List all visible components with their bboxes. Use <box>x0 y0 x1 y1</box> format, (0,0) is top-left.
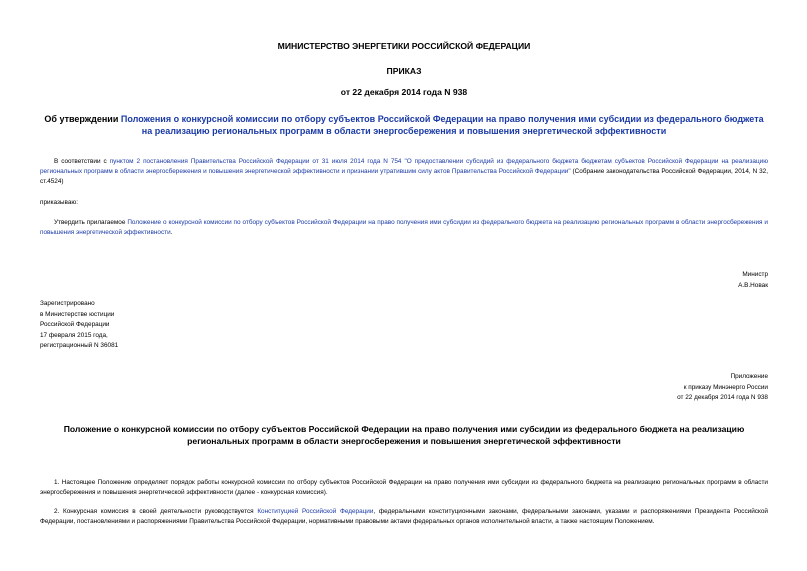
registration-line: 17 февраля 2015 года, <box>40 331 108 339</box>
title-prefix: Об утверждении <box>44 114 121 124</box>
ministry-heading: МИНИСТЕРСТВО ЭНЕРГЕТИКИ РОССИЙСКОЙ ФЕДЕРАЦИИ <box>277 41 531 51</box>
signature-block <box>738 270 768 291</box>
registration-block <box>40 299 118 352</box>
approve-suffix: . <box>170 229 173 236</box>
appendix-block <box>677 372 768 404</box>
constitution-link[interactable]: Конституцией Российской Федерации <box>257 508 374 515</box>
registration-line: Зарегистрировано <box>40 300 95 307</box>
clause-1-text: 1. Настоящее Положение определяет порядок работы конкурсной комиссии по отбору субъектов Российской Федерации на право получения ими субсидии из федерального бюджета на реализацию региональных программ в области энергосбережения и повышения энергетической эффективности (далее - конкурсная комиссия). <box>40 479 768 496</box>
registration-line: регистрационный N 36081 <box>40 342 119 349</box>
preamble-prefix: В соответствии с <box>54 158 110 165</box>
title-regulation-link[interactable]: Положения о конкурсной комиссии по отбору субъектов Российской Федерации на право получения ими субсидии из федерального бюджета на реализацию региональных программ в области энергосбережения и повышения энергетической эффективности <box>120 114 764 136</box>
order-heading: ПРИКАЗ <box>386 66 422 76</box>
clause-2-prefix: 2. Конкурсная комиссия в своей деятельности руководствуется <box>54 508 258 515</box>
signature-position: Министр <box>742 271 768 278</box>
order-title <box>40 113 768 137</box>
order-date: от 22 декабря 2014 года N 938 <box>340 87 468 97</box>
appendix-line: от 22 декабря 2014 года N 938 <box>677 394 768 401</box>
clause-2 <box>40 507 768 527</box>
appendix-line: Приложение <box>730 373 768 380</box>
appendix-line: к приказу Минэнерго России <box>683 383 768 391</box>
clause-2-suffix: , федеральными конституционными законами, федеральными законами, указами и распоряжениями Президента Российской Федерации, постановлениями и распоряжениями Правительства Российской Федерации, нормативными правовыми актами федеральных органов исполнительной власти, а также настоящим Положением. <box>40 508 768 525</box>
registration-line: в Министерстве юстиции <box>40 310 115 318</box>
regulation-title: Положение о конкурсной комиссии по отбору субъектов Российской Федерации на право получения ими субсидии из федерального бюджета на реализацию региональных программ в области энергосбережения и повышения энергетической эффективности <box>63 424 745 446</box>
preamble-suffix: (Собрание законодательства Российской Федерации, 2014, N 32, ст.4524) <box>40 168 768 185</box>
order-word: приказываю: <box>40 199 78 206</box>
approve-regulation-link[interactable]: Положение о конкурсной комиссии по отбору субъектов Российской Федерации на право получения ими субсидии из федерального бюджета на реализацию региональных программ в области энергосбережения и повышения энергетической эффективности <box>40 219 768 236</box>
approve-paragraph <box>40 218 768 238</box>
preamble-paragraph <box>40 157 768 187</box>
signature-name: А.В.Новак <box>738 281 768 289</box>
preamble-decree-link[interactable]: пунктом 2 постановления Правительства Российской Федерации от 31 июля 2014 года N 754 "О предоставлении субсидий из федерального бюджета бюджетам субъектов Российской Федерации на реализацию региональных программ в области энергосбережения и повышения энергетической эффективности и признании утратившим силу актов Правительства Российской Федерации" <box>40 158 768 175</box>
approve-prefix: Утвердить прилагаемое <box>54 219 128 226</box>
registration-line: Российской Федерации <box>40 321 110 328</box>
clause-1 <box>40 478 768 498</box>
